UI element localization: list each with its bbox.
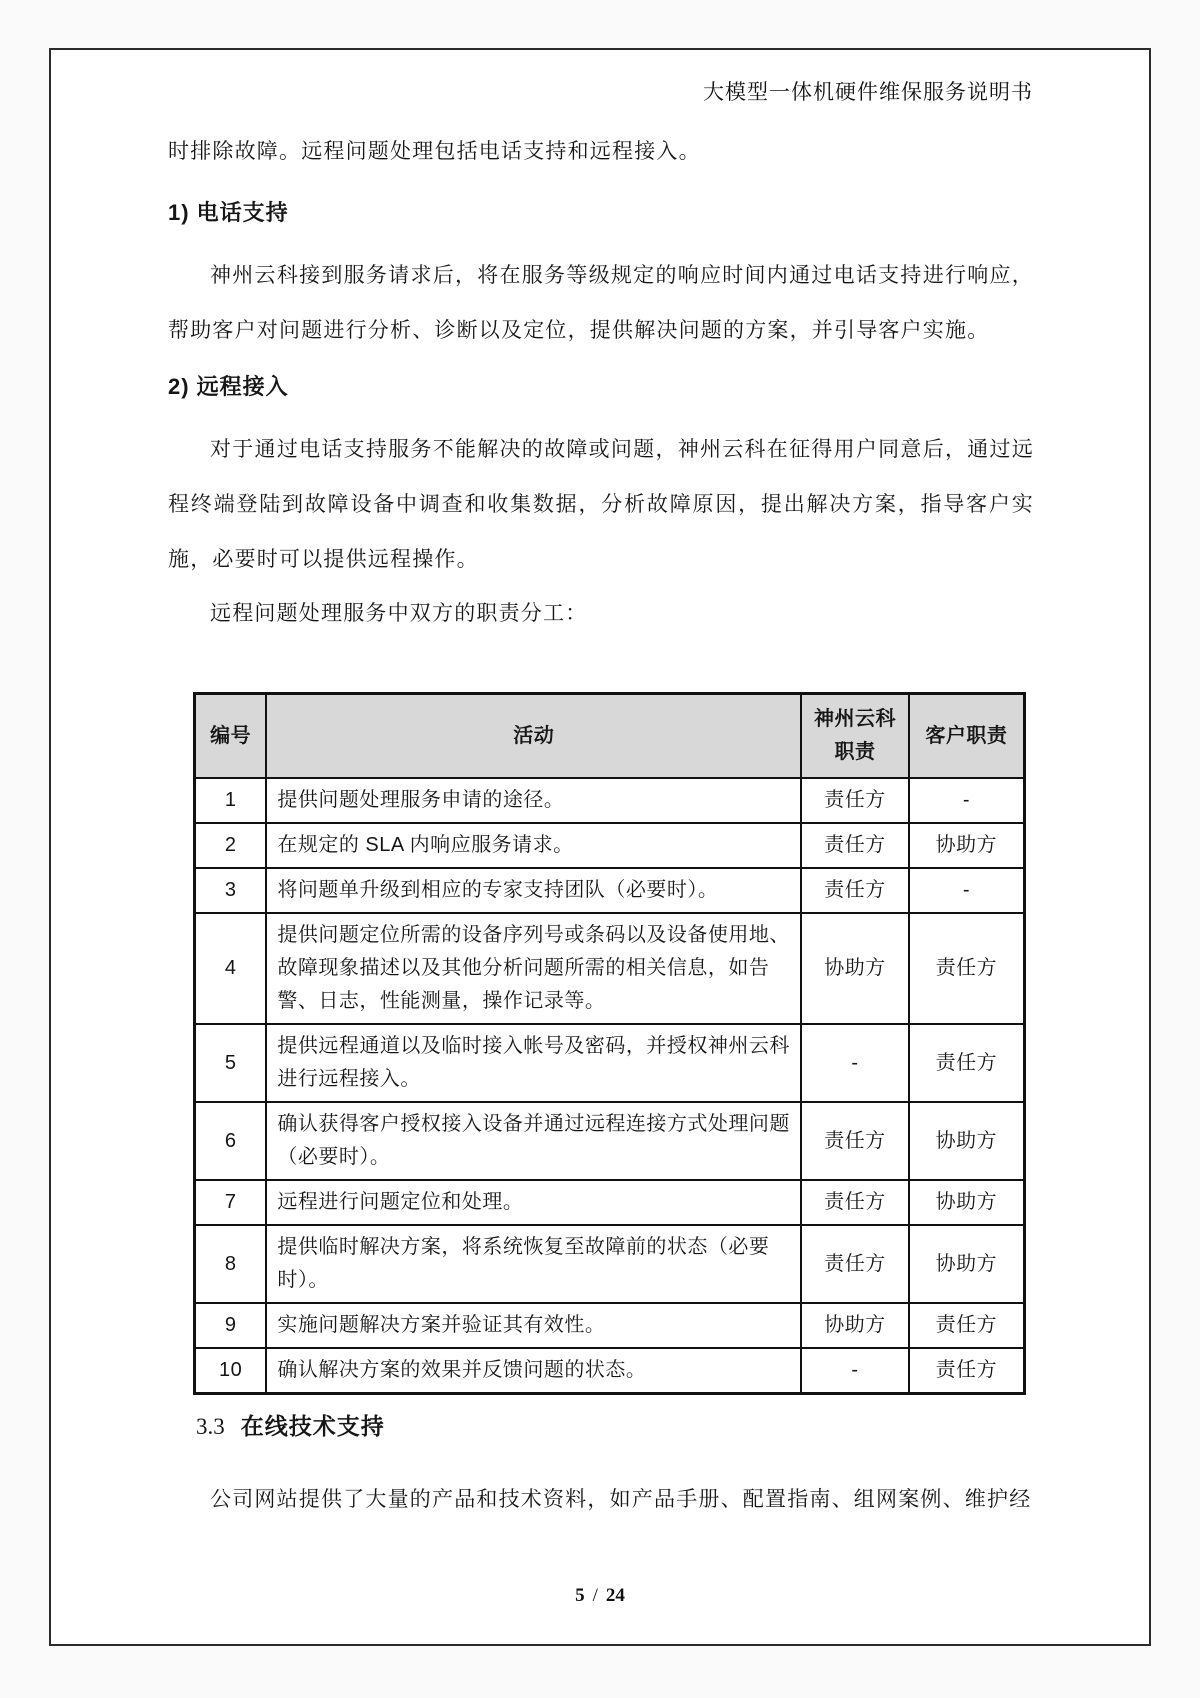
row-activity: 提供远程通道以及临时接入帐号及密码，并授权神州云科进行远程接入。 [266, 1024, 801, 1102]
row-number: 9 [195, 1303, 267, 1348]
row-activity: 提供问题处理服务申请的途径。 [266, 778, 801, 823]
row-vendor-duty: 协助方 [801, 913, 909, 1024]
page-separator: / [592, 1585, 598, 1606]
remote-access-paragraph: 对于通过电话支持服务不能解决的故障或问题，神州云科在征得用户同意后，通过远程终端登陆到故障设备中调查和收集数据，分析故障原因，提出解决方案，指导客户实施，必要时可以提供远程操作。 [168, 438, 1034, 571]
row-customer-duty: 责任方 [909, 1303, 1025, 1348]
row-activity: 提供临时解决方案，将系统恢复至故障前的状态（必要时）。 [266, 1225, 801, 1303]
column-header-activity: 活动 [266, 694, 801, 779]
row-customer-duty: 责任方 [909, 1024, 1025, 1102]
row-activity: 远程进行问题定位和处理。 [266, 1180, 801, 1225]
heading-phone-support: 1) 电话支持 [168, 200, 289, 225]
table-row [195, 778, 1025, 823]
table-row [195, 823, 1025, 868]
row-vendor-duty: - [801, 1024, 909, 1102]
column-header-customer-duty: 客户职责 [909, 694, 1025, 779]
document-header-title: 大模型一体机硬件维保服务说明书 [703, 80, 1033, 104]
row-customer-duty: 责任方 [909, 1348, 1025, 1394]
row-vendor-duty: 责任方 [801, 1180, 909, 1225]
row-customer-duty: 协助方 [909, 1225, 1025, 1303]
online-support-paragraph: 公司网站提供了大量的产品和技术资料，如产品手册、配置指南、组网案例、维护经 [210, 1488, 1032, 1511]
column-header-number: 编号 [195, 694, 267, 779]
row-number: 8 [195, 1225, 267, 1303]
table-row [195, 913, 1025, 1024]
row-customer-duty: - [909, 868, 1025, 913]
row-number: 1 [195, 778, 267, 823]
row-customer-duty: 责任方 [909, 913, 1025, 1024]
row-vendor-duty: 责任方 [801, 1225, 909, 1303]
row-number: 5 [195, 1024, 267, 1102]
table-row [195, 1303, 1025, 1348]
row-activity: 将问题单升级到相应的专家支持团队（必要时）。 [266, 868, 801, 913]
row-vendor-duty: - [801, 1348, 909, 1394]
row-number: 10 [195, 1348, 267, 1394]
row-vendor-duty: 责任方 [801, 1102, 909, 1180]
row-number: 2 [195, 823, 267, 868]
row-activity: 确认获得客户授权接入设备并通过远程连接方式处理问题（必要时）。 [266, 1102, 801, 1180]
row-number: 3 [195, 868, 267, 913]
section-number: 3.3 [196, 1414, 225, 1439]
row-vendor-duty: 责任方 [801, 823, 909, 868]
page-footer [0, 1585, 1200, 1607]
column-header-vendor-duty: 神州云科职责 [801, 694, 909, 779]
row-activity: 实施问题解决方案并验证其有效性。 [266, 1303, 801, 1348]
total-page-number: 24 [605, 1585, 625, 1606]
row-customer-duty: 协助方 [909, 1180, 1025, 1225]
table-header-row [195, 694, 1025, 779]
row-number: 6 [195, 1102, 267, 1180]
table-row [195, 1102, 1025, 1180]
row-vendor-duty: 责任方 [801, 868, 909, 913]
phone-support-paragraph: 神州云科接到服务请求后，将在服务等级规定的响应时间内通过电话支持进行响应，帮助客户对问题进行分析、诊断以及定位，提供解决问题的方案，并引导客户实施。 [168, 264, 1034, 342]
table-row [195, 1225, 1025, 1303]
table-row [195, 1024, 1025, 1102]
section-title: 在线技术支持 [240, 1413, 385, 1439]
row-number: 4 [195, 913, 267, 1024]
row-number: 7 [195, 1180, 267, 1225]
heading-remote-access: 2) 远程接入 [168, 374, 289, 399]
section-3-3-heading [196, 1408, 385, 1441]
responsibility-table [193, 692, 1026, 1395]
row-customer-duty: 协助方 [909, 1102, 1025, 1180]
table-row [195, 1348, 1025, 1394]
row-vendor-duty: 责任方 [801, 778, 909, 823]
row-vendor-duty: 协助方 [801, 1303, 909, 1348]
table-lead-sentence: 远程问题处理服务中双方的职责分工： [210, 602, 588, 625]
table-row [195, 868, 1025, 913]
intro-paragraph: 时排除故障。远程问题处理包括电话支持和远程接入。 [168, 140, 701, 163]
row-activity: 确认解决方案的效果并反馈问题的状态。 [266, 1348, 801, 1394]
table-row [195, 1180, 1025, 1225]
row-activity: 提供问题定位所需的设备序列号或条码以及设备使用地、故障现象描述以及其他分析问题所需的相关信息，如告警、日志，性能测量，操作记录等。 [266, 913, 801, 1024]
row-activity: 在规定的 SLA 内响应服务请求。 [266, 823, 801, 868]
row-customer-duty: - [909, 778, 1025, 823]
current-page-number: 5 [575, 1585, 585, 1606]
row-customer-duty: 协助方 [909, 823, 1025, 868]
